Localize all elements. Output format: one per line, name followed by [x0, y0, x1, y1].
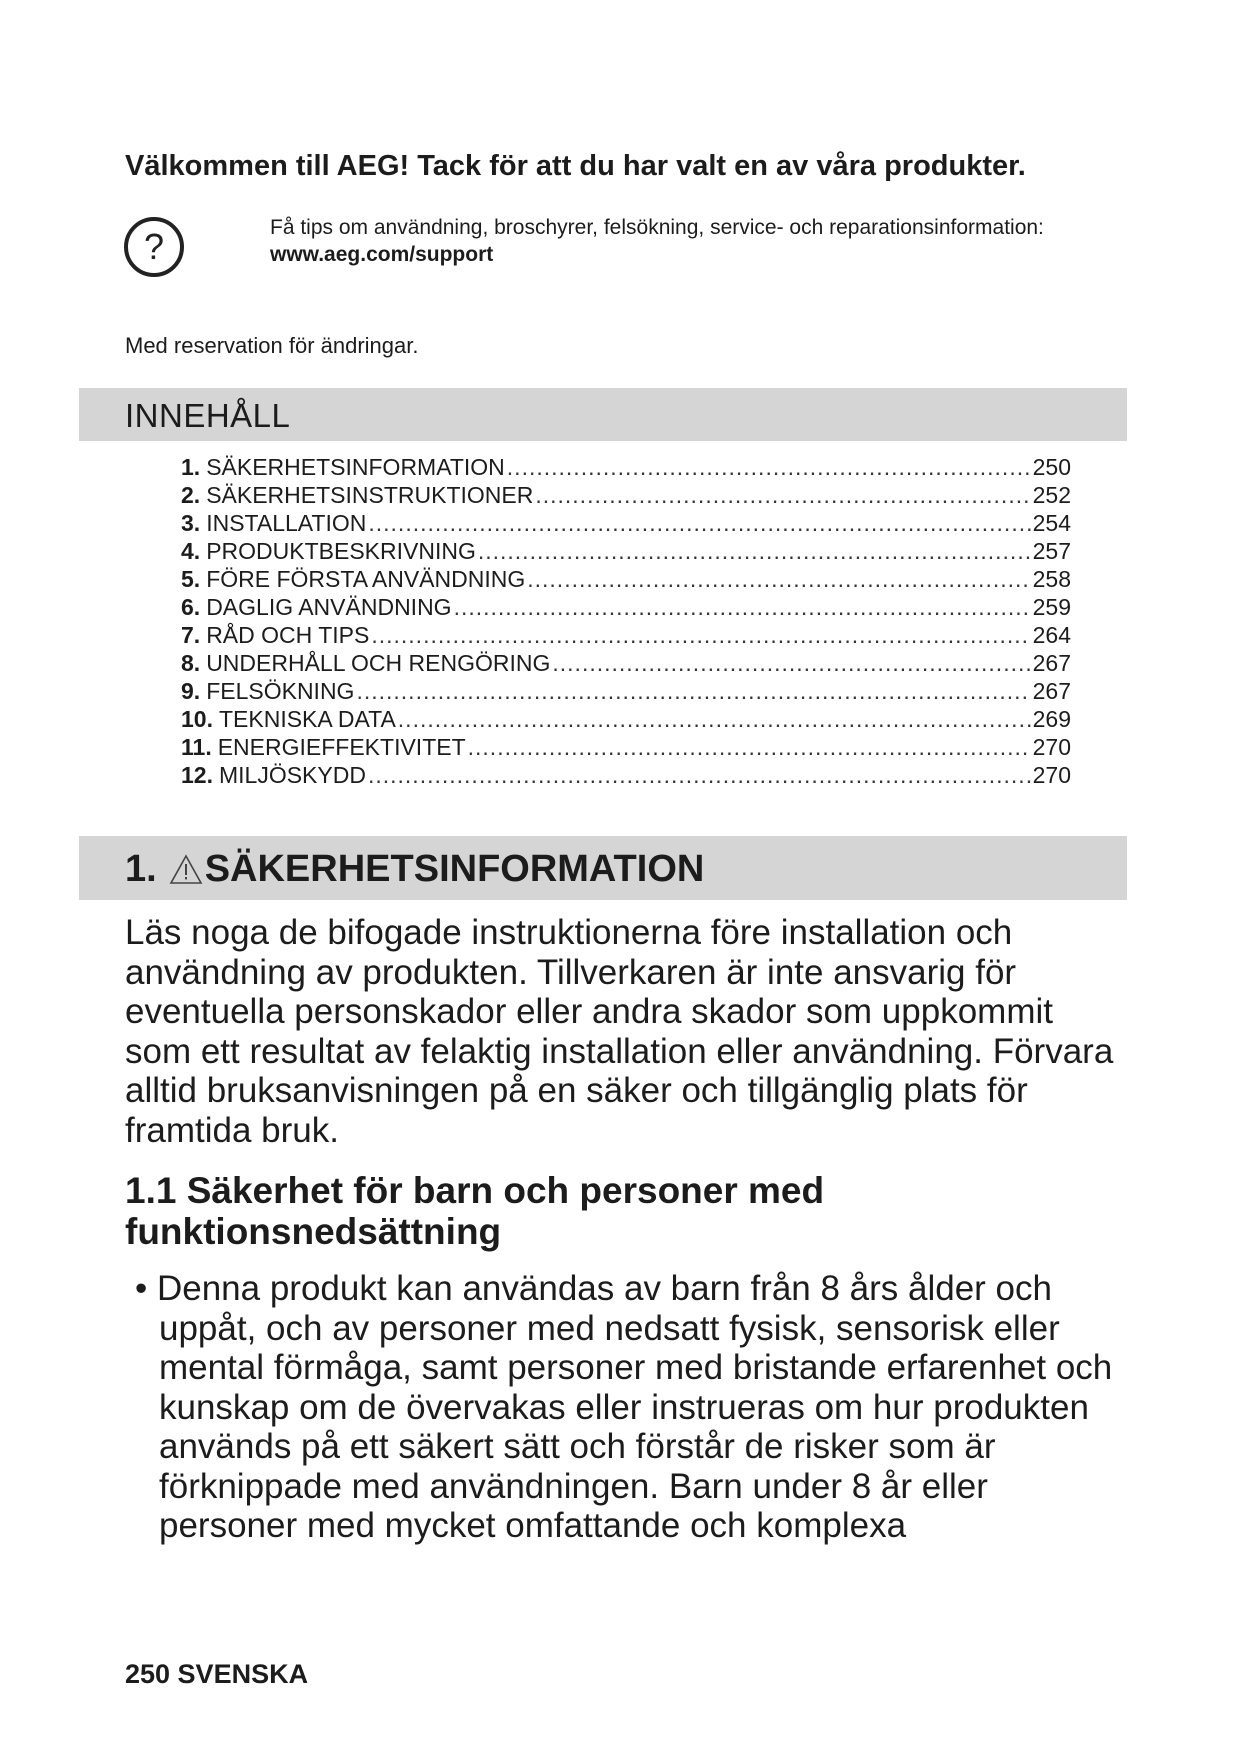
reservation-note: Med reservation för ändringar. — [125, 333, 419, 358]
toc-dot-leader — [371, 621, 1030, 649]
toc-entry-page: 254 — [1032, 510, 1071, 536]
toc-header-band — [79, 388, 1127, 441]
toc-entry-page: 258 — [1032, 566, 1071, 592]
toc-dot-leader — [552, 649, 1030, 677]
toc-entry[interactable] — [181, 509, 1071, 537]
toc-entry[interactable] — [181, 453, 1071, 481]
toc-entry-number: 9. — [181, 678, 201, 704]
toc-entry-number: 2. — [181, 482, 201, 508]
toc-entry-number: 1. — [181, 454, 201, 480]
toc-entry[interactable] — [181, 705, 1071, 733]
section-title — [125, 848, 704, 890]
toc-dot-leader — [535, 481, 1030, 509]
support-url[interactable]: www.aeg.com/support — [270, 243, 494, 266]
toc-entry-label: SÄKERHETSINSTRUKTIONER — [206, 482, 534, 508]
toc-entry-number: 8. — [181, 650, 201, 676]
toc-entry-page: 267 — [1032, 650, 1071, 676]
toc-entry-number: 12. — [181, 762, 213, 788]
toc-title: INNEHÅLL — [125, 397, 291, 434]
toc-entry-label: ENERGIEFFEKTIVITET — [217, 734, 466, 760]
toc-entry-page: 270 — [1032, 734, 1071, 760]
toc-entry-number: 4. — [181, 538, 201, 564]
section-number: 1. — [125, 848, 157, 890]
toc-entry[interactable] — [181, 621, 1071, 649]
table-of-contents — [181, 453, 1071, 789]
toc-entry-label: PRODUKTBESKRIVNING — [206, 538, 476, 564]
toc-entry-page: 264 — [1032, 622, 1071, 648]
toc-entry-number: 10. — [181, 706, 213, 732]
toc-dot-leader — [527, 565, 1030, 593]
toc-entry-label: FÖRE FÖRSTA ANVÄNDNING — [206, 566, 526, 592]
toc-entry[interactable] — [181, 537, 1071, 565]
toc-entry-number: 3. — [181, 510, 201, 536]
warning-triangle-icon — [169, 854, 203, 885]
tips-description: Få tips om användning, broschyrer, felsökning, service- och reparationsinformation: — [270, 216, 1044, 239]
toc-entry-label: SÄKERHETSINFORMATION — [206, 454, 505, 480]
toc-entry-page: 257 — [1032, 538, 1071, 564]
toc-entry-page: 269 — [1032, 706, 1071, 732]
toc-entry-label: DAGLIG ANVÄNDNING — [206, 594, 452, 620]
toc-entry-page: 252 — [1032, 482, 1071, 508]
toc-entry[interactable] — [181, 761, 1071, 789]
toc-dot-leader — [507, 453, 1031, 481]
svg-text:?: ? — [143, 226, 165, 267]
toc-entry[interactable] — [181, 733, 1071, 761]
toc-dot-leader — [468, 733, 1031, 761]
toc-entry-label: MILJÖSKYDD — [218, 762, 366, 788]
toc-entry[interactable] — [181, 649, 1071, 677]
toc-dot-leader — [478, 537, 1031, 565]
toc-entry-page: 267 — [1032, 678, 1071, 704]
toc-entry-number: 6. — [181, 594, 201, 620]
toc-entry-page: 259 — [1032, 594, 1071, 620]
toc-entry-number: 5. — [181, 566, 201, 592]
toc-entry-label: FELSÖKNING — [206, 678, 355, 704]
toc-entry-label: UNDERHÅLL OCH RENGÖRING — [206, 650, 551, 676]
toc-entry-page: 250 — [1032, 454, 1071, 480]
page-footer: 250 SVENSKA — [125, 1659, 309, 1689]
toc-dot-leader — [368, 509, 1030, 537]
support-tips — [270, 214, 1044, 268]
toc-dot-leader — [368, 761, 1031, 789]
toc-entry[interactable] — [181, 677, 1071, 705]
toc-entry[interactable] — [181, 481, 1071, 509]
toc-entry-label: TEKNISKA DATA — [218, 706, 396, 732]
section-header-band — [79, 836, 1127, 900]
question-circle-icon — [122, 215, 186, 279]
safety-intro-paragraph: Läs noga de bifogade instruktionerna före installation och användning av produkten. Tillverkaren är inte ansvarig för eventuella personskador eller andra skador som uppkommit som ett resultat av felaktig installation eller användning. Förvara alltid bruksanvisningen på en säker och tillgänglig plats för framtida bruk. — [125, 913, 1114, 1150]
toc-entry-label: RÅD OCH TIPS — [206, 622, 370, 648]
toc-entry[interactable] — [181, 565, 1071, 593]
toc-dot-leader — [356, 677, 1030, 705]
toc-entry-page: 270 — [1032, 762, 1071, 788]
toc-entry[interactable] — [181, 593, 1071, 621]
subsection-title: 1.1 Säkerhet för barn och personer med funktionsnedsättning — [125, 1170, 825, 1252]
toc-dot-leader — [398, 705, 1031, 733]
section-title-text: SÄKERHETSINFORMATION — [204, 848, 705, 890]
toc-entry-number: 7. — [181, 622, 201, 648]
toc-dot-leader — [454, 593, 1031, 621]
bullet-item: • Denna produkt kan användas av barn från 8 års ålder och uppåt, och av personer med nedsatt fysisk, sensorisk eller mental förmåga, samt personer med bristande erfarenhet och kunskap om de övervakas eller instrueras om hur produkten används på ett säkert sätt och förstår de risker som är förknippade med användningen. Barn under 8 år eller personer med mycket omfattande och komplexa — [135, 1269, 1113, 1545]
welcome-heading: Välkommen till AEG! Tack för att du har valt en av våra produkter. — [125, 150, 1026, 182]
toc-entry-number: 11. — [181, 734, 212, 760]
toc-entry-label: INSTALLATION — [206, 510, 367, 536]
